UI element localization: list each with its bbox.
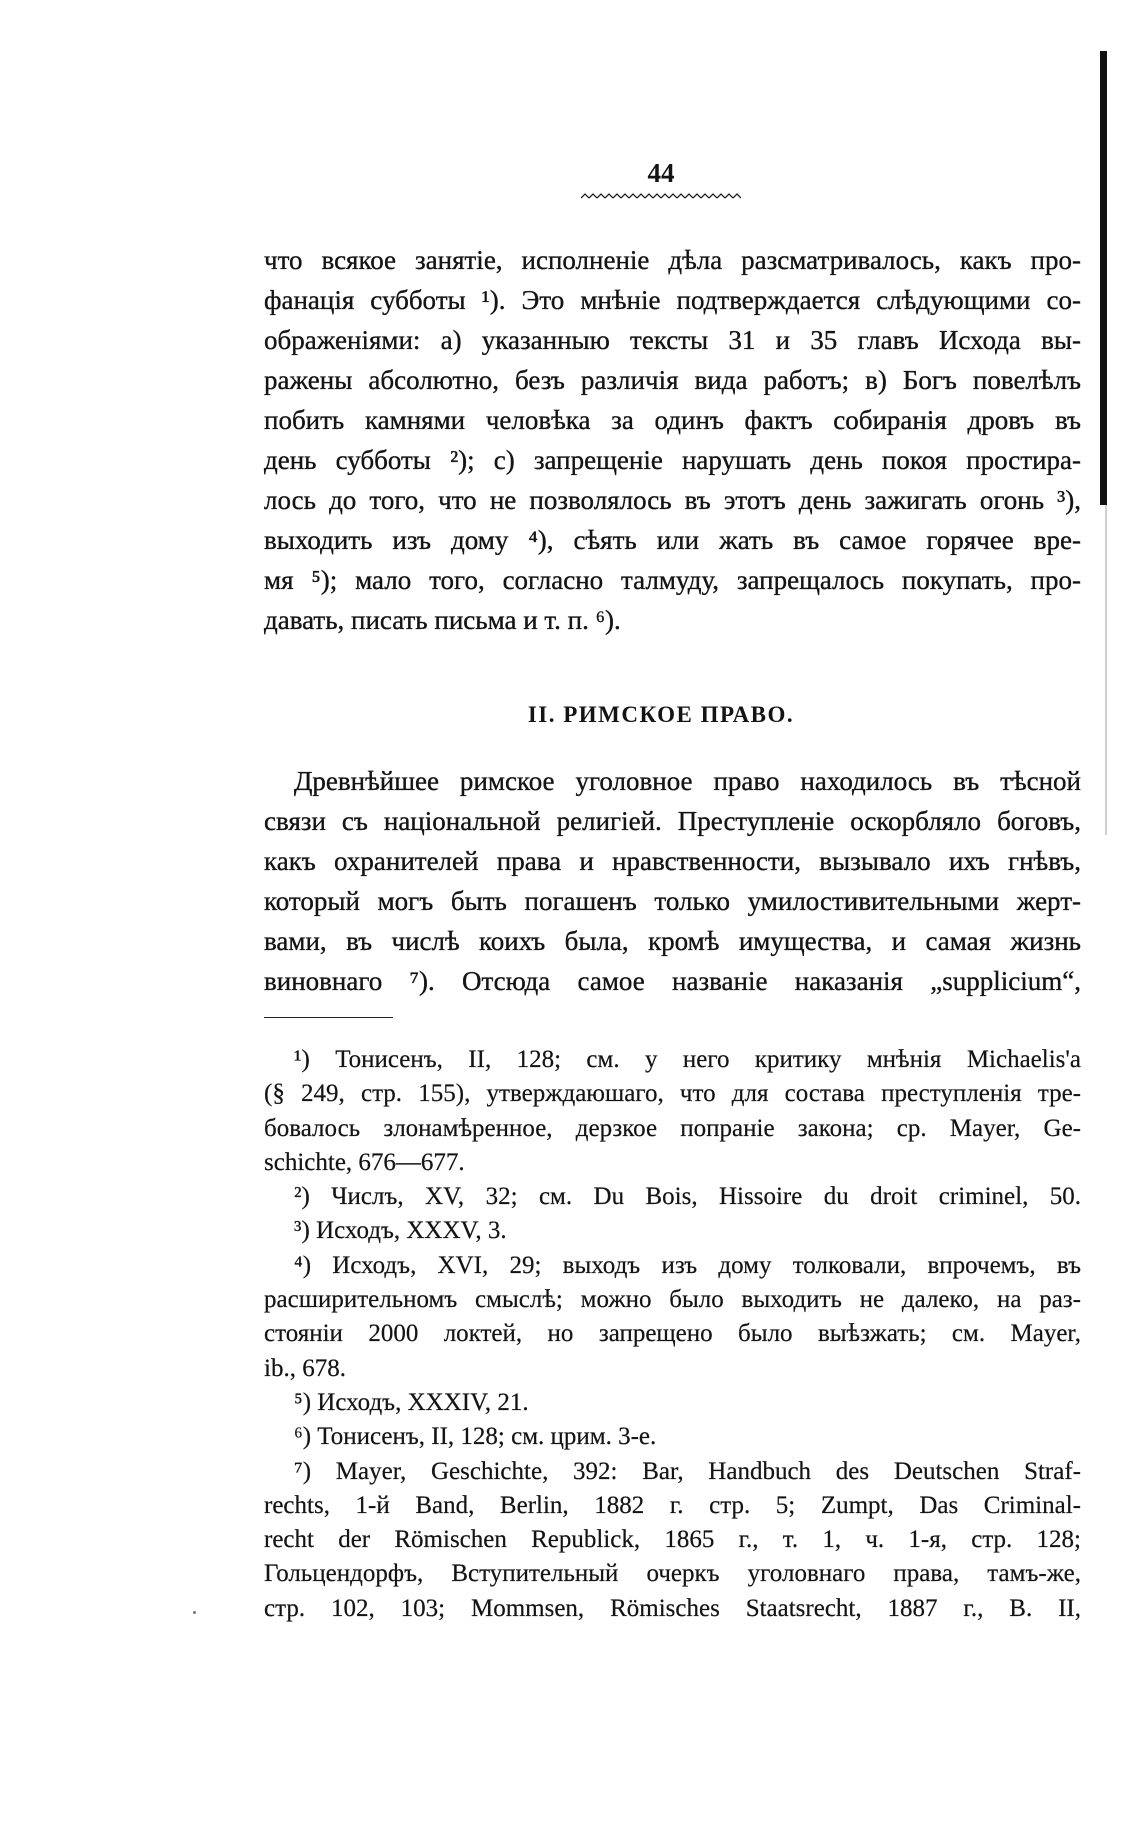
paragraph-2-line: какъ охранителей права и нравственности, вызывало ихъ гнѣвъ, [264,846,1081,876]
paragraph-1-line: мя ⁵); мало того, согласно талмуду, запрещалось покупать, про- [264,565,1081,595]
footnote-marker: ⁶) [294,1423,312,1451]
footnote-1-line: schichte, 676—677. [264,1148,465,1176]
paragraph-2-line: связи съ національной религіей. Преступленіе оскорбляло боговъ, [264,806,1081,836]
footnote-marker: ⁴) [294,1251,312,1279]
footnote-marker: ³) [294,1217,310,1245]
paragraph-1 [264,240,1081,640]
paragraph-1-line: давать, писать письма и т. п. ⁶). [264,605,621,635]
footnote-1-line [264,1043,1081,1077]
footnotes [264,1043,1081,1626]
footnote-text: Числъ, XV, 32; см. Du Bois, Hissoire du droit criminel, 50. [331,1183,1082,1211]
scan-edge-bar [1100,51,1107,505]
wavy-rule-stroke [581,191,741,201]
page-number: 44 [647,158,675,188]
footnote-2-line [264,1180,1081,1214]
footnote-4-line [264,1249,1081,1283]
paragraph-1-line: фанація субботы ¹). Это мнѣніе подтверждается слѣдующими со- [264,285,1081,315]
footnote-4-line: стояніи 2000 локтей, но запрещено было выѣзжать; см. Mayer, [264,1320,1081,1348]
footnote-marker: ⁵) [294,1388,312,1416]
paragraph-2 [264,761,1081,1001]
paragraph-1-line: день субботы ²); с) запрещеніе нарушать день покоя простира- [264,445,1081,475]
footnote-7-line: Гольцендорфъ, Вступительный очеркъ уголовнаго права, тамъ-же, [264,1560,1081,1588]
footnote-7-line: стр. 102, 103; Mommsen, Römisches Staatsrecht, 1887 г., B. II, [264,1594,1081,1622]
footnote-separator [264,1017,393,1018]
footnote-marker: ⁷) [294,1457,312,1485]
footnote-3-line [264,1214,1081,1248]
paragraph-1-line: выходить изъ дому ⁴), сѣять или жать въ самое горячее вре- [264,525,1081,555]
footnote-7-line: recht der Römischen Republick, 1865 г., т. 1, ч. 1-я, стр. 128; [264,1526,1081,1554]
paragraph-1-line: что всякое занятіе, исполненіе дѣла разсматривалось, какъ про- [264,245,1081,275]
footnote-6-line [264,1420,1081,1454]
footnote-text: Mayer, Geschichte, 392: Bar, Handbuch des Deutschen Straf- [335,1457,1082,1485]
footnote-text: Тонисенъ, II, 128; см. црим. 3-е. [317,1423,657,1451]
paragraph-2-line: который могъ быть погашенъ только умилостивительными жерт- [264,886,1081,916]
paragraph-2-line: вами, въ числѣ коихъ была, кромѣ имущества, и самая жизнь [264,926,1081,956]
footnote-7-line [264,1455,1081,1489]
footnote-text: Исходъ, XXXIV, 21. [317,1388,529,1416]
page-number-wavy-rule [581,191,741,201]
footnote-1-line: (§ 249, стр. 155), утверждаюшаго, что для состава преступленія тре- [264,1080,1081,1108]
paragraph-1-line: ражены абсолютно, безъ различія вида работъ; в) Богъ повелѣлъ [264,365,1081,395]
paragraph-2-line: Древнѣйшее римское уголовное право находилось въ тѣсной [294,766,1081,796]
footnote-7-line: rechts, 1-й Band, Berlin, 1882 г. стр. 5; Zumpt, Das Criminal- [264,1491,1081,1519]
footnote-text: Исходъ, XXXV, 3. [316,1217,507,1245]
footnote-1-line: бовалось злонамѣренное, дерзкое попраніе закона; ср. Mayer, Ge- [264,1114,1081,1142]
paragraph-2-line: виновнаго ⁷). Отсюда самое названіе наказанія „supplicium“, [264,966,1081,996]
section-heading: II. РИМСКОЕ ПРАВО. [527,702,795,727]
paragraph-1-line: лось до того, что не позволялось въ этотъ день зажигать огонь ³), [264,485,1081,515]
paragraph-1-line: ображеніями: а) указанныю тексты 31 и 35 главъ Исхода вы- [264,325,1081,355]
footnote-text: Тонисенъ, II, 128; см. у него критику мнѣнія Michaelis'a [335,1046,1081,1073]
footnote-text: Исходъ, XVI, 29; выходъ изъ дому толковали, впрочемъ, въ [332,1251,1081,1279]
footnote-marker: ¹) [294,1046,310,1073]
scan-edge-line [1105,505,1107,835]
footnote-5-line [264,1386,1081,1420]
scan-speck [193,1611,196,1614]
footnote-4-line: ib., 678. [264,1354,346,1382]
footnote-4-line: расширительномъ смыслѣ; можно было выходить не далеко, на раз- [264,1286,1081,1314]
paragraph-1-line: побить камнями человѣка за одинъ фактъ собиранія дровъ въ [264,405,1081,435]
footnote-marker: ²) [294,1183,310,1211]
